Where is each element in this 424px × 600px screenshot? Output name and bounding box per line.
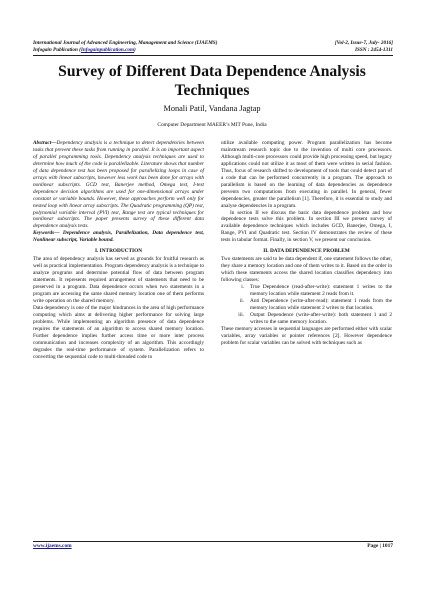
page-number: Page | 1017 (367, 543, 393, 549)
keywords (33, 230, 204, 244)
header-divider (33, 55, 393, 56)
list-item-text: True Dependence (read-after-write): statement 1 writes to the memory location while statement 2 reads from it. (250, 284, 392, 298)
abstract-label: Abstract— (33, 140, 57, 146)
keywords-text: Dependence analysis, Parallelization, Data dependence test, Nonlinear subscript, Variable bound. (33, 230, 204, 244)
dependence-list (221, 284, 392, 326)
list-item-text: Anti Dependence (write-after-read): statement 1 reads from the memory location while statement 2 writes to that location. (250, 297, 392, 311)
list-item (221, 284, 392, 298)
title-line-2: Techniques (174, 82, 250, 99)
intro-paragraph-1: The area of dependency analysis has served as grounds for fruitful research as well as practical implementation. Program dependency analysis is a technique to analyze programs and determine potential flow of data between program statements. It represents required arrangement of statements that need to be preserved in a program. Data dependence occurs when two statements in a program are accessing the same shared memory location one of them performs write operation on the shared memory. (33, 256, 204, 304)
abstract-text: Dependency analysis is a technique to detect dependencies between tasks that prevent these tasks from running in parallel. It is an important aspect of parallel programming tools. Dependency analysis techniques are used to determine how much of the code is parallelizable. Literature shows that number of data dependence test has been proposed for parallelizing loops in case of arrays with linear subscripts, however less work has been done for arrays with nonlinear subscripts. GCD test, Banerjee method, Omega test, I-test dependence decision algorithms are used for one-dimensional arrays under constant or variable bounds. However, these approaches perform well only for nested loop with linear array subscripts. The Quadratic programming (QP) test, polynomial variable interval (PVI) test, Range test are typical techniques for nonlinear subscripts. The paper presents survey of these different data dependence analysis tests. (33, 140, 204, 230)
journal-volume: [Vol-2, Issue-7, July- 2016] (334, 40, 393, 46)
list-item-text: Output Dependence (write-after-write): both statement 1 and 2 writes to the same memory location. (250, 311, 392, 325)
publisher-line (33, 47, 136, 54)
footer-divider (33, 541, 393, 542)
right-paragraph-2: In section II we discuss the basic data dependence problem and how dependence tests solve this problem. In section III we present survey of available dependence techniques which includes GCD, Banerjee, Omega, I, Range, PVI and Quadratic test. Section IV demonstrates the review of these tests in tabular format. Finally, in section V, we present our conclusion. (221, 209, 392, 244)
list-item (221, 298, 392, 312)
journal-header (33, 40, 393, 54)
list-item-number: ii. (239, 297, 244, 304)
intro-paragraph-2: Data dependency is one of the major hindrances in the area of high performance computing which aims at delivering higher performance for solving large problems. While implementing an algorithm presence of data dependence requires the statements of an algorithm to access shared memory location. Further dependence implies further access time or more inter process communication and increases complexity of an algorithm. This accordingly degrades the real-time performance of system. Parallelization refers to converting the sequential code to multi-threaded code to (33, 304, 204, 360)
list-item-number: i. (241, 284, 244, 291)
list-item-number: iii. (238, 311, 244, 318)
left-column (33, 140, 204, 361)
page-footer (33, 543, 393, 549)
publisher-name: Infogain Publication ( (33, 47, 81, 53)
abstract (33, 140, 204, 230)
journal-name: International Journal of Advanced Engineering, Management and Science (IJAEMS) (33, 40, 218, 46)
keywords-label: Keywords— (33, 230, 60, 237)
right-paragraph-1: utilize available computing power. Program parallelization has become mainstream research topic due to the invention of multi core processors. Although multi-core processors could provide high processing speed, but legacy applications could not utilize it as most of them were written in serial fashion. Thus, focus of research shifted to development of tools that could detect part of a code that can be performed concurrently in a program. The approach to parallelism is based on the learning of data dependencies as dependence prevents two computations from executing in parallel. In general, fewer dependencies, greater the parallelism [1]. Therefore, it is essential to study and analyse dependencies in a program. (221, 140, 392, 209)
right-column (221, 140, 392, 347)
publisher-link[interactable]: Infogainpublication.com (80, 47, 135, 53)
right-paragraph-4: These memory accesses in sequential languages are performed either with scalar variables, array variables or pointer references [2]. However dependence problem for scalar variables can be solved with techniques such as (221, 325, 392, 346)
publisher-close: ) (134, 47, 136, 53)
right-paragraph-3: Two statements are said to be data dependent if, one statement follows the other, they share a memory location and one of them writes to it. Based on the order in which these statements access the shared location classifies dependency into following classes: (221, 256, 392, 284)
section-heading-introduction: I. INTRODUCTION (94, 248, 143, 255)
paper-affiliation: Computer Department MAEER’s MIT Pune, India (157, 122, 267, 128)
journal-issn: ISSN : 2454-1311 (354, 47, 393, 53)
paper-authors: Monali Patil, Vandana Jagtap (163, 104, 261, 113)
footer-url[interactable]: www.ijaems.com (33, 543, 72, 549)
list-item (221, 312, 392, 326)
paper-title (20, 62, 404, 100)
section-heading-data-dependence: II. DATA DEPENDENCE PROBLEM (263, 248, 350, 255)
title-line-1: Survey of Different Data Dependence Analysis (58, 63, 366, 80)
